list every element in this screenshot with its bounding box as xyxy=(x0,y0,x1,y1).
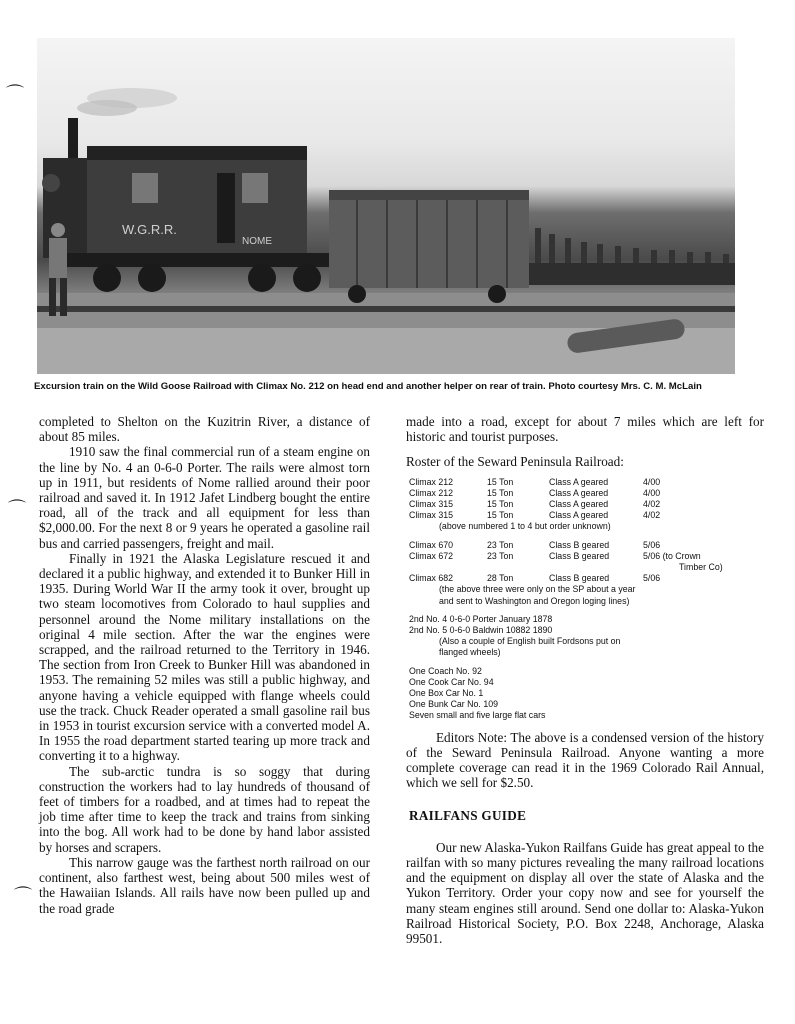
roster-cell: 15 Ton xyxy=(487,487,514,498)
roster-cell: 4/02 xyxy=(643,499,661,510)
roster-note: and sent to Washington and Oregon loging lines) xyxy=(439,595,630,606)
roster-row xyxy=(409,510,764,521)
roster-cell: Class B geared xyxy=(549,573,610,584)
roster-cell: Climax 682 xyxy=(409,573,454,584)
car-lettering: NOME xyxy=(242,236,272,247)
roster-cell: 4/00 xyxy=(643,487,661,498)
photo-caption: Excursion train on the Wild Goose Railroad with Climax No. 212 on head end and another helper on rear of train. Photo courtesy Mrs. C. M. McLain xyxy=(34,381,702,392)
roster-row xyxy=(409,551,764,562)
roster-row xyxy=(409,499,764,510)
right-column xyxy=(406,414,764,946)
paragraph: Our new Alaska-Yukon Railfans Guide has great appeal to the railfan with so many pictures revealing the many railroad locations and the equipment on display all over the state of Alaska and the Yukon Territory. Order your copy now and see for yourself the many steam engines still around. Send one dollar to: Alaska-Yukon Railroad Historical Society, P.O. Box 2248, Anchorage, Alaska 99501. xyxy=(406,839,764,946)
margin-mark: ⌒ xyxy=(14,886,32,907)
roster-table xyxy=(409,477,764,722)
paragraph: made into a road, except for about 7 miles which are left for historic and tourist purposes. xyxy=(406,414,764,445)
roster-cell: 23 Ton xyxy=(487,539,514,550)
margin-mark: ⌒ xyxy=(8,499,26,520)
roster-cell: 28 Ton xyxy=(487,573,514,584)
section-title: RAILFANS GUIDE xyxy=(409,808,527,824)
roster-cell: 15 Ton xyxy=(487,476,514,487)
roster-cell: 5/06 xyxy=(643,539,661,550)
roster-note: (above numbered 1 to 4 but order unknown) xyxy=(439,521,611,532)
roster-cell: Climax 212 xyxy=(409,476,454,487)
roster-note: flanged wheels) xyxy=(439,647,501,658)
roster-cell: Class A geared xyxy=(549,499,609,510)
paragraph: The sub-arctic tundra is so soggy that during construction the workers had to lay hundreds of thousand of feet of timbers for a roadbed, and at times had to repeat the job time after time to keep the track and trains from sinking into the bog. All work had to be done by hand labor assisted by horses and scrapers. xyxy=(39,763,370,855)
roster-cell: Class A geared xyxy=(549,487,609,498)
roster-cell: Class A geared xyxy=(549,510,609,521)
roster-cell: 5/06 xyxy=(643,573,661,584)
car-entry: One Box Car No. 1 xyxy=(409,688,484,699)
roster-cell: Climax 212 xyxy=(409,487,454,498)
roster-cell: Climax 672 xyxy=(409,550,454,561)
left-column xyxy=(39,414,370,916)
roster-note: (Also a couple of English built Fordsons put on xyxy=(439,636,621,647)
roster-cell: 5/06 (to Crown xyxy=(643,550,701,561)
roster-entry: 2nd No. 5 0-6-0 Baldwin 10882 1890 xyxy=(409,625,553,636)
roster-note: (the above three were only on the SP about a year xyxy=(439,584,636,595)
roster-entry: 2nd No. 4 0-6-0 Porter January 1878 xyxy=(409,613,553,624)
roster-cell: Class B geared xyxy=(549,539,610,550)
roster-cell: 4/00 xyxy=(643,476,661,487)
roster-row xyxy=(409,488,764,499)
paragraph: Finally in 1921 the Alaska Legislature rescued it and declared it a public highway, and extended it to Bunker Hill in 1935. During World War II the army took it over, brought up two steam locomotives from Colorado to haul supplies and personnel around the Nome military installations on the original 4 mile section. After the war the engines were scrapped, and the railroad returned to the Territory in 1946. The section from Iron Creek to Bunker Hill was abandoned in 1953. The remaining 52 miles was still a public highway, and anyone having a vehicle equipped with flange wheels could use the track. Chuck Reader operated a small gasoline rail bus in 1953 in tourist excursion service with a converted model A. In 1955 the road department started tearing up more track and converting it to a highway. xyxy=(39,550,370,764)
roster-cell: Climax 315 xyxy=(409,499,454,510)
margin-mark: ⌒ xyxy=(6,84,24,105)
roster-heading: Roster of the Seward Peninsula Railroad: xyxy=(406,454,624,470)
roster-cell: 15 Ton xyxy=(487,499,514,510)
paragraph: This narrow gauge was the farthest north railroad on our continent, also farthest west, being about 500 miles west of the Hawaiian Islands. All rails have now been pulled up and the road grade xyxy=(39,854,370,916)
roster-note: Timber Co) xyxy=(679,562,723,573)
roster-cell: 23 Ton xyxy=(487,550,514,561)
roster-cell: 15 Ton xyxy=(487,510,514,521)
roster-cell: Climax 670 xyxy=(409,539,454,550)
roster-cell: Class B geared xyxy=(549,550,610,561)
roster-cell: Climax 315 xyxy=(409,510,454,521)
car-entry: Seven small and five large flat cars xyxy=(409,710,546,721)
roster-row xyxy=(409,540,764,551)
car-entry: One Bunk Car No. 109 xyxy=(409,699,498,710)
car-entry: One Coach No. 92 xyxy=(409,665,482,676)
car-entry: One Cook Car No. 94 xyxy=(409,676,494,687)
paragraph: 1910 saw the final commercial run of a steam engine on the line by No. 4 an 0-6-0 Porter. The rails were almost torn up in 1911, but residents of Nome rallied around their poor railroad and saved it. In 1912 Jafet Lindberg bought the entire road, all of the track and all equipment for less than $2,000.00. For the next 8 or 9 years he operated a gasoline rail bus and carried passengers, freight and mail. xyxy=(39,444,370,551)
roster-cell: Class A geared xyxy=(549,476,609,487)
car-lettering: W.G.R.R. xyxy=(122,222,177,237)
paragraph: completed to Shelton on the Kuzitrin River, a distance of about 85 miles. xyxy=(39,414,370,445)
roster-row xyxy=(409,477,764,488)
train-photo xyxy=(37,38,735,374)
editors-note: Editors Note: The above is a condensed version of the history of the Seward Peninsula Railroad. Anyone wanting a more complete coverage can read it in the 1969 Colorado Rail Annual, which we sell for $2.50. xyxy=(406,729,764,791)
roster-row xyxy=(409,573,764,584)
roster-cell: 4/02 xyxy=(643,510,661,521)
